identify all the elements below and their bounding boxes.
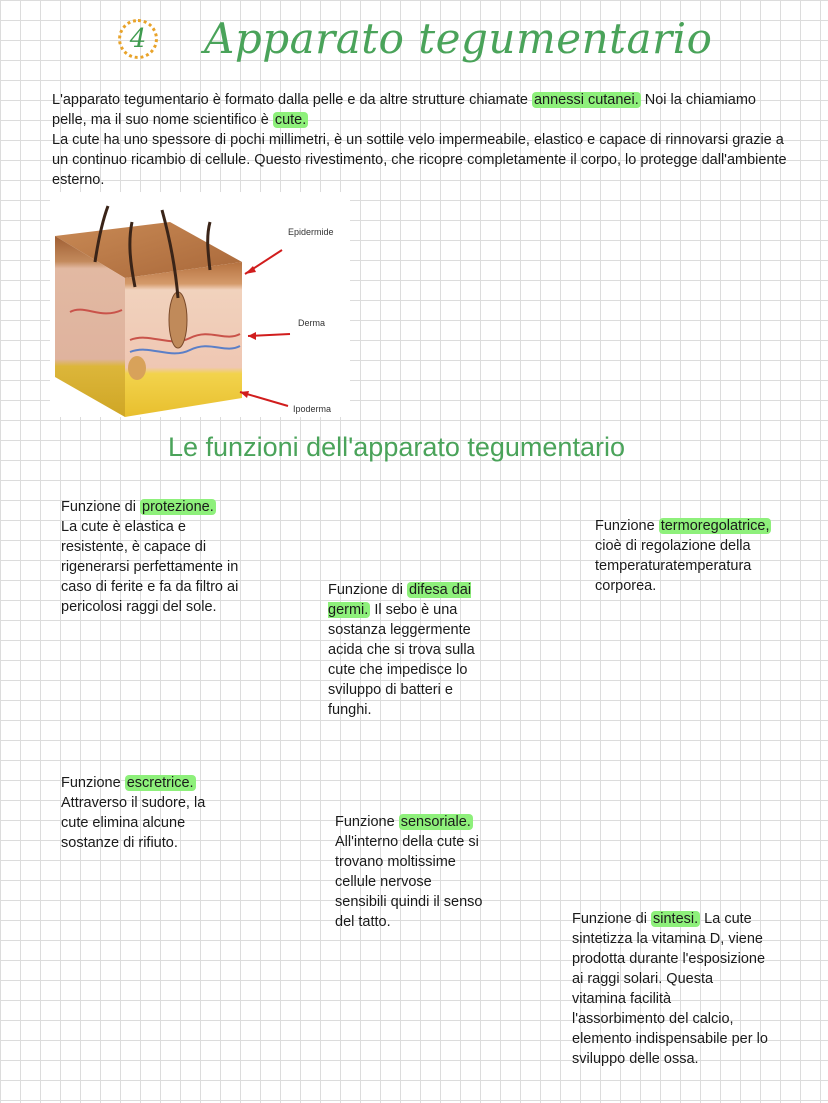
highlight-cute: cute. — [274, 112, 307, 128]
skin-diagram — [50, 192, 350, 417]
skin-cross-section-illustration — [50, 192, 350, 417]
highlight-difesa: difesa dai germi. — [328, 582, 472, 618]
function-escretrice: Funzione escretrice. Attraverso il sudore, la cute elimina alcune sostanze di rifiuto. — [61, 775, 206, 851]
label-ipoderma: Ipoderma — [293, 404, 332, 414]
label-derma: Derma — [298, 318, 326, 328]
highlight-sintesi: sintesi. — [653, 911, 699, 927]
label-epidermide: Epidermide — [288, 227, 334, 237]
intro-paragraph-1: L'apparato tegumentario è formato dalla pelle e da altre strutture chiamate annessi cutanei. Noi la chiamiamo pelle, ma il suo nome scientifico è cute. — [52, 92, 756, 128]
function-termoregolatrice: Funzione termoregolatrice, cioè di regolazione della temperaturatemperatura corporea. — [595, 518, 770, 594]
function-protezione: Funzione di protezione. La cute è elastica e resistente, è capace di rigenerarsi perfettamente in caso di ferite e fa da filtro ai pericolosi raggi del sole. — [61, 499, 239, 615]
chapter-number-badge: 4 — [118, 19, 158, 59]
function-difesa: Funzione di difesa dai germi. Il sebo è una sostanza leggermente acida che si trova sulla cute che impedisce lo sviluppo di batteri e funghi. — [328, 582, 475, 718]
function-sensoriale: Funzione sensoriale. All'interno della cute si trovano moltissime cellule nervose sensibili quindi il senso del tatto. — [335, 814, 483, 930]
function-sintesi: Funzione di sintesi. La cute sintetizza la vitamina D, viene prodotta durante l'esposizione ai raggi solari. Questa vitamina facilità l'assorbimento del calcio, elemento indispensabile per lo sviluppo delle ossa. — [572, 911, 768, 1067]
section-subtitle: Le funzioni dell'apparato tegumentario — [168, 432, 625, 462]
highlight-sensoriale: sensoriale. — [400, 814, 471, 830]
highlight-protezione: protezione. — [142, 499, 214, 515]
highlight-annessi: annessi cutanei. — [533, 92, 639, 108]
highlight-escretrice: escretrice. — [126, 775, 194, 791]
page-title: Apparato tegumentario — [204, 14, 713, 63]
page-header — [118, 14, 712, 63]
intro-paragraph-2: La cute ha uno spessore di pochi millimetri, è un sottile velo impermeabile, elastico e capace di rinnovarsi grazie a un continuo ricambio di cellule. Questo rivestimento, che ricopre completamente il corpo, lo protegge dall'ambiente esterno. — [52, 132, 787, 188]
intro-text — [52, 90, 792, 190]
highlight-termoregolatrice: termoregolatrice, — [660, 518, 770, 534]
